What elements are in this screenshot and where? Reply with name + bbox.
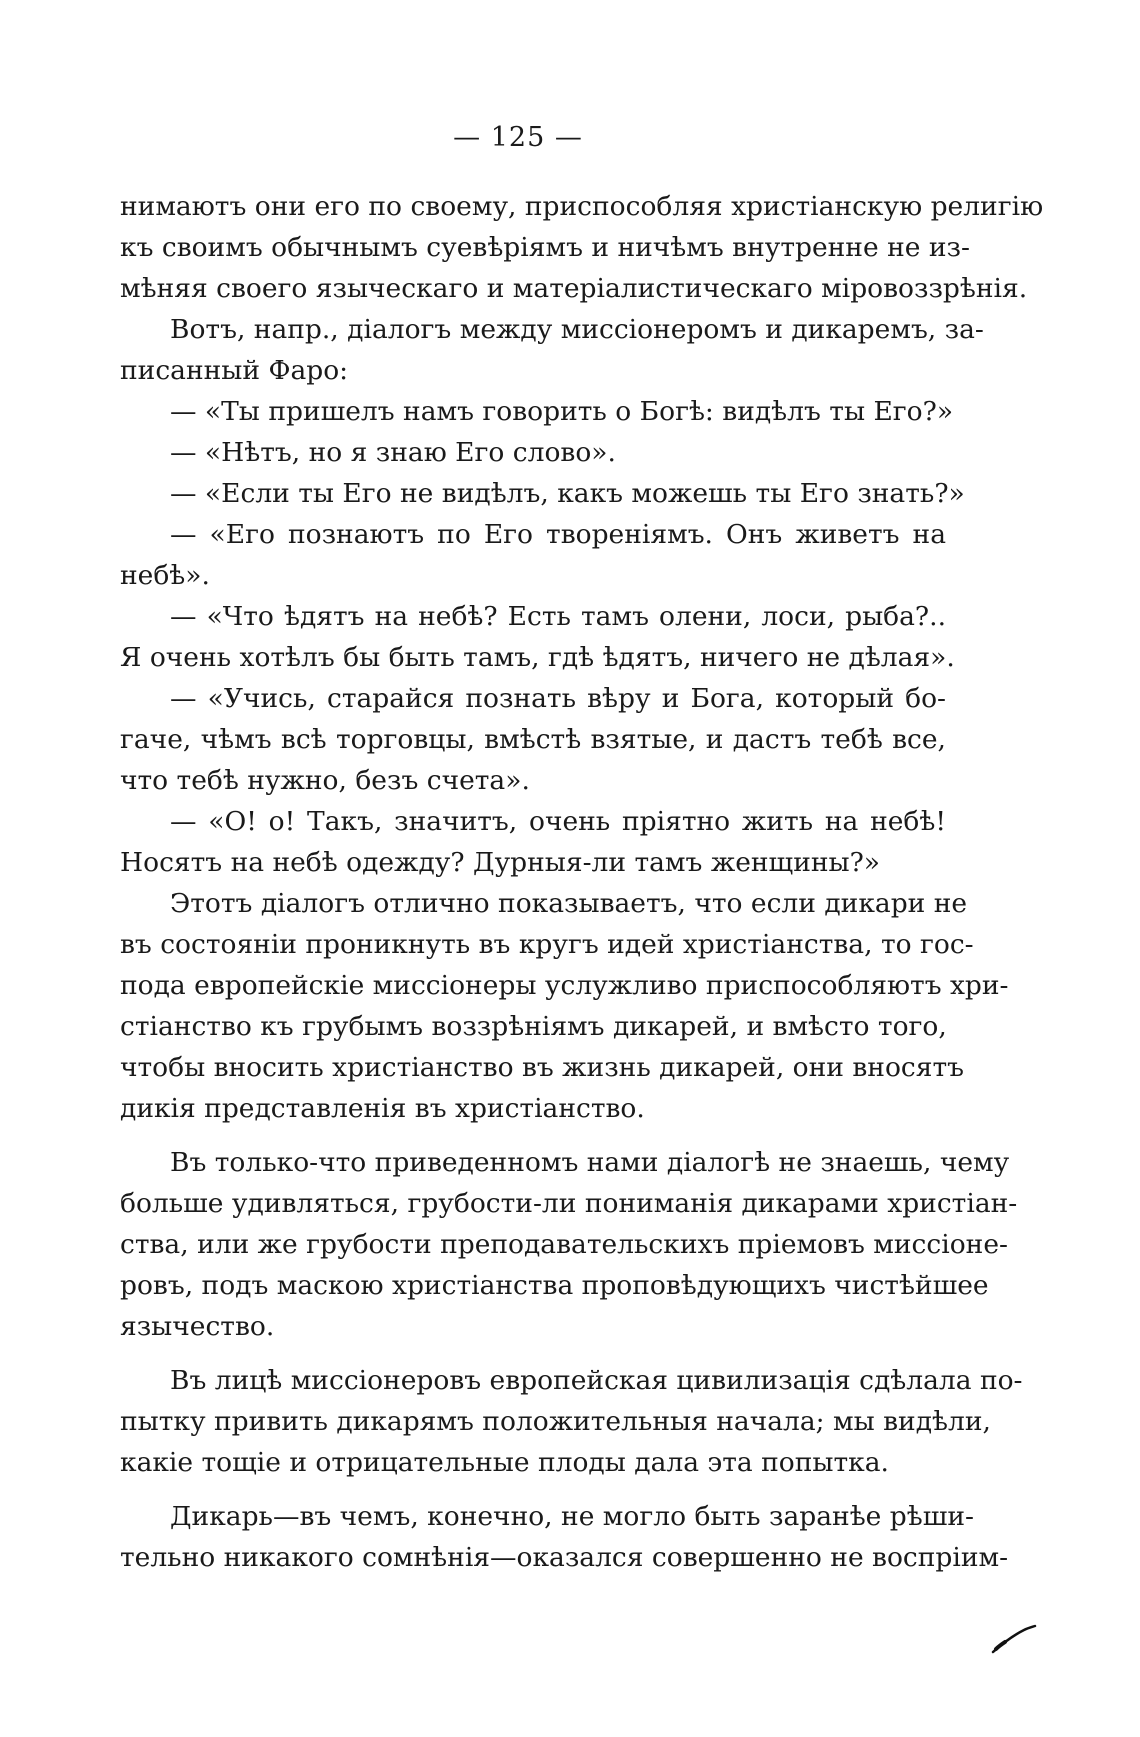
text-line: Дикарь—въ чемъ, конечно, не могло быть заранѣе рѣши- <box>170 1501 974 1532</box>
text-line: Носятъ на небѣ одежду? Дурныя-ли тамъ женщины?» <box>120 847 881 878</box>
text-line: въ состояніи проникнуть въ кругъ идей христіанства, то гос- <box>120 929 974 960</box>
text-line: — «Нѣтъ, но я знаю Его слово». <box>170 437 616 468</box>
text-line: ства, или же грубости преподавательскихъ пріемовъ миссіоне- <box>120 1229 1008 1260</box>
text-line: къ своимъ обычнымъ суевѣріямъ и ничѣмъ внутренне не из- <box>120 232 970 263</box>
text-line: — «Если ты Его не видѣлъ, какъ можешь ты Его знать?» <box>170 478 965 509</box>
text-line: тельно никакого сомнѣнія—оказался совершенно не воспріим- <box>120 1542 1009 1573</box>
text-line: язычество. <box>120 1311 275 1342</box>
text-line: гаче, чѣмъ всѣ торговцы, вмѣстѣ взятые, и дастъ тебѣ все, <box>120 724 946 755</box>
text-line: стіанство къ грубымъ воззрѣніямъ дикарей, и вмѣсто того, <box>120 1011 947 1042</box>
text-line: — «Учись, старайся познать вѣру и Бога, который бо- <box>170 683 946 714</box>
paragraph-gap <box>120 1129 946 1142</box>
text-line: Въ только-что приведенномъ нами діалогѣ не знаешь, чему <box>170 1147 1010 1178</box>
paragraph-gap <box>120 1483 946 1496</box>
page-number: — 125 — <box>453 122 583 153</box>
text-line: — «Что ѣдятъ на небѣ? Есть тамъ олени, лоси, рыба?.. <box>170 601 946 632</box>
text-line: мѣняя своего языческаго и матеріалистическаго міровоззрѣнія. <box>120 273 1028 304</box>
text-line: что тебѣ нужно, безъ счета». <box>120 765 530 796</box>
text-line: какіе тощіе и отрицательные плоды дала эта попытка. <box>120 1447 889 1478</box>
text-line: — «О! о! Такъ, значитъ, очень пріятно жить на небѣ! <box>170 806 946 837</box>
body-text <box>120 186 1044 1578</box>
text-line: чтобы вносить христіанство въ жизнь дикарей, они вносятъ <box>120 1052 964 1083</box>
pencil-mark <box>990 1622 1036 1656</box>
paragraph-gap <box>120 1347 946 1360</box>
text-line: писанный Фаро: <box>120 355 349 386</box>
text-line: — «Ты пришелъ намъ говорить о Богѣ: видѣлъ ты Его?» <box>170 396 954 427</box>
text-line: Этотъ діалогъ отлично показываетъ, что если дикари не <box>170 888 968 919</box>
text-line: пода европейскіе миссіонеры услужливо приспособляютъ хри- <box>120 970 1009 1001</box>
text-line: Вотъ, напр., діалогъ между миссіонеромъ и дикаремъ, за- <box>170 314 984 345</box>
text-line: небѣ». <box>120 560 210 591</box>
text-line: больше удивляться, грубости-ли пониманія дикарами христіан- <box>120 1188 1018 1219</box>
text-line: пытку привить дикарямъ положительныя начала; мы видѣли, <box>120 1406 991 1437</box>
text-line: — «Его познаютъ по Его твореніямъ. Онъ живетъ на <box>170 519 946 550</box>
text-line: дикія представленія въ христіанство. <box>120 1093 645 1124</box>
text-line: ровъ, подъ маскою христіанства проповѣдующихъ чистѣйшее <box>120 1270 989 1301</box>
text-line: Въ лицѣ миссіонеровъ европейская цивилизація сдѣлала по- <box>170 1365 1023 1396</box>
text-line: нимаютъ они его по своему, приспособляя христіанскую религію <box>120 191 1044 222</box>
text-line: Я очень хотѣлъ бы быть тамъ, гдѣ ѣдятъ, ничего не дѣлая». <box>120 642 955 673</box>
